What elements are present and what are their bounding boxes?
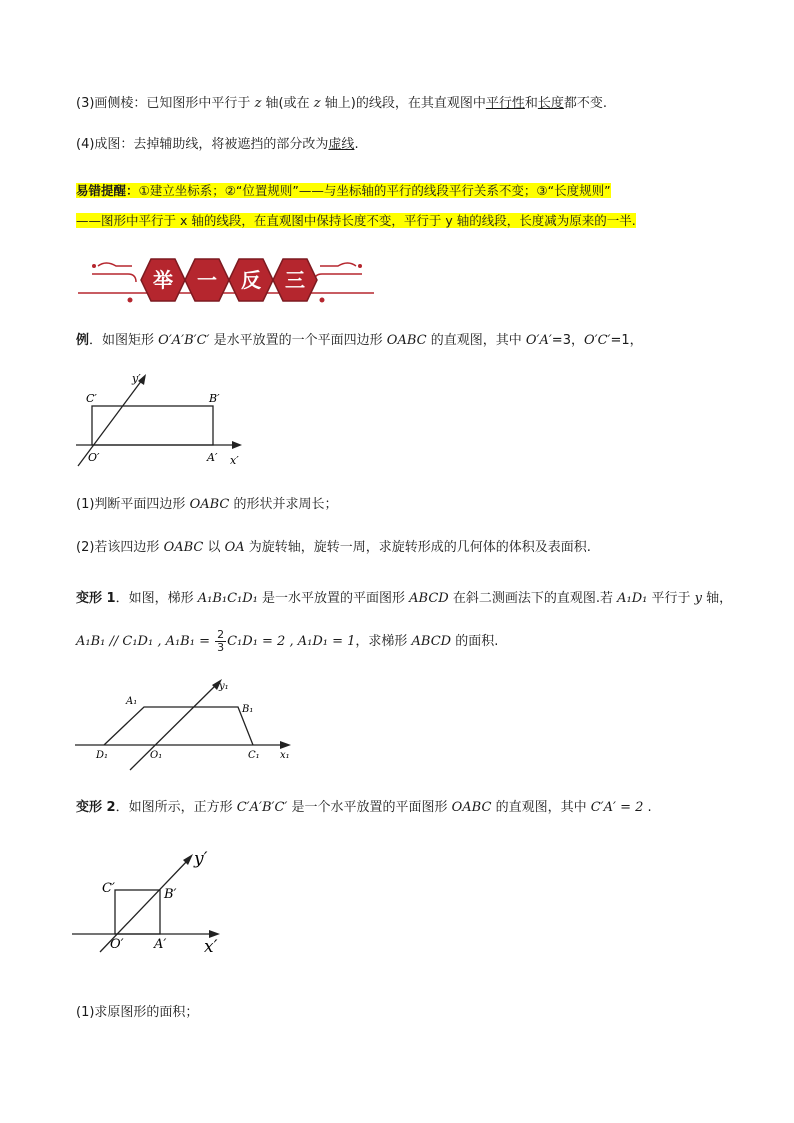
variant-text: 轴， xyxy=(701,591,733,606)
figure-label: C₁ xyxy=(248,750,260,761)
example-figure xyxy=(70,368,260,470)
step-4-paragraph xyxy=(76,135,359,155)
variant-text: . xyxy=(643,800,652,815)
math-term: A₁D₁ xyxy=(617,591,648,606)
variant-text: 是一水平放置的平面图形 xyxy=(257,591,410,606)
variant-2-figure xyxy=(70,848,240,960)
question-text: 为旋转轴，旋转一周，求旋转形成的几何体的体积及表面积. xyxy=(244,540,591,555)
section-banner xyxy=(76,252,376,308)
math-expression: C′A′ = 2 xyxy=(590,800,644,815)
example-text: =3， xyxy=(551,333,584,348)
banner-hex xyxy=(228,257,274,303)
axis-z: z xyxy=(254,96,262,111)
example-question-1 xyxy=(76,495,338,515)
underlined-term: 长度 xyxy=(537,96,564,111)
banner-hex xyxy=(272,257,318,303)
figure-label: A′ xyxy=(207,451,218,464)
question-text: 以 xyxy=(203,540,225,555)
math-term: O′C′ xyxy=(583,333,611,348)
figure-label: A₁ xyxy=(126,696,138,707)
tip-line-1 xyxy=(76,181,611,202)
figure-label: B′ xyxy=(164,887,177,902)
figure-label: O′ xyxy=(110,937,124,952)
figure-label: y′ xyxy=(194,849,208,869)
figure-label: y′ xyxy=(132,372,141,385)
banner-char: 一 xyxy=(197,268,217,292)
math-term: OABC xyxy=(451,800,492,815)
step-4-text: (4)成图：去掉辅助线，将被遮挡的部分改为 xyxy=(76,137,329,152)
math-term: OABC xyxy=(386,333,427,348)
step-4-text: . xyxy=(354,137,359,152)
question-text: (1)求原图形的面积； xyxy=(76,1005,199,1020)
variant-text: 是一个水平放置的平面图形 xyxy=(287,800,452,815)
figure-label: B₁ xyxy=(242,704,254,715)
math-term: O′A′B′C′ xyxy=(158,333,210,348)
underlined-term: 平行性 xyxy=(485,96,525,111)
variant-text: ．如图，梯形 xyxy=(115,591,198,606)
step-3-text: 和 xyxy=(524,96,538,111)
tip-text: ——图形中平行于 x 轴的线段，在直观图中保持长度不变，平行于 y 轴的线段，长度减为原来的一半. xyxy=(76,213,636,228)
example-question-2 xyxy=(76,538,591,558)
math-term: ABCD xyxy=(409,591,449,606)
example-text: 是水平放置的一个平面四边形 xyxy=(209,333,387,348)
math-term: O′A′ xyxy=(525,333,552,348)
example-text: 的直观图，其中 xyxy=(426,333,526,348)
variant-label: 变形 1 xyxy=(76,591,116,606)
variant-text: ．如图所示，正方形 xyxy=(115,800,237,815)
math-term: y xyxy=(694,591,702,606)
step-3-text: 轴上)的线段，在其直观图中 xyxy=(320,96,486,111)
variant-text: 的面积. xyxy=(451,634,499,649)
example-label: 例 xyxy=(76,333,90,348)
example-statement xyxy=(76,331,643,351)
banner-hex xyxy=(140,257,186,303)
step-3-text: (3)画侧棱：已知图形中平行于 xyxy=(76,96,255,111)
figure-label: A′ xyxy=(154,937,167,952)
figure-label: y₁ xyxy=(219,681,229,692)
figure-label: O₁ xyxy=(150,750,163,761)
variant-1-figure xyxy=(72,675,302,775)
figure-label: x₁ xyxy=(280,750,290,761)
fraction-numerator: 2 xyxy=(217,628,225,641)
math-term: A₁B₁C₁D₁ xyxy=(197,591,258,606)
variant-text: ，求梯形 xyxy=(355,634,412,649)
math-expression: C₁D₁ = 2 , A₁D₁ = 1 xyxy=(227,634,356,649)
question-text: (1)判断平面四边形 xyxy=(76,497,190,512)
figure-label: x′ xyxy=(204,937,218,957)
figure-label: B′ xyxy=(209,392,220,405)
variant-text: 平行于 xyxy=(647,591,695,606)
axis-z: z xyxy=(313,96,321,111)
math-term: OA xyxy=(224,540,245,555)
banner-char: 反 xyxy=(241,268,261,292)
variant-label: 变形 2 xyxy=(76,800,116,815)
banner-hex xyxy=(184,257,230,303)
math-term: OABC xyxy=(163,540,204,555)
variant-1-statement xyxy=(76,589,732,609)
step-3-text: 都不变. xyxy=(563,96,608,111)
banner-char: 举 xyxy=(153,268,173,292)
question-text: (2)若该四边形 xyxy=(76,540,164,555)
variant-text: 在斜二测画法下的直观图.若 xyxy=(448,591,618,606)
fraction xyxy=(215,629,226,654)
math-term: C′A′B′C′ xyxy=(236,800,288,815)
step-3-text: 轴(或在 xyxy=(261,96,314,111)
variant-2-question-1 xyxy=(76,1003,198,1023)
figure-label: O′ xyxy=(88,451,100,464)
figure-label: C′ xyxy=(102,881,115,896)
variant-text: 的直观图，其中 xyxy=(491,800,591,815)
step-3-paragraph xyxy=(76,94,607,114)
math-term: ABCD xyxy=(411,634,452,649)
tip-line-2 xyxy=(76,211,636,232)
tip-label: 易错提醒： xyxy=(76,183,139,198)
figure-label: D₁ xyxy=(96,750,109,761)
example-text: =1， xyxy=(610,333,643,348)
example-text: ．如图矩形 xyxy=(89,333,159,348)
fraction-denominator: 3 xyxy=(217,641,225,654)
banner-char: 三 xyxy=(285,268,305,292)
variant-2-statement xyxy=(76,798,652,818)
underlined-term: 虚线 xyxy=(328,137,355,152)
figure-label: x′ xyxy=(230,454,239,467)
question-text: 的形状并求周长； xyxy=(229,497,338,512)
math-term: OABC xyxy=(189,497,230,512)
variant-1-condition xyxy=(76,628,498,656)
figure-label: C′ xyxy=(86,392,97,405)
tip-text: ①建立坐标系；②“位置规则”——与坐标轴的平行的线段平行关系不变；③“长度规则” xyxy=(138,183,611,198)
math-expression: A₁B₁ // C₁D₁ , A₁B₁ = xyxy=(76,634,215,649)
